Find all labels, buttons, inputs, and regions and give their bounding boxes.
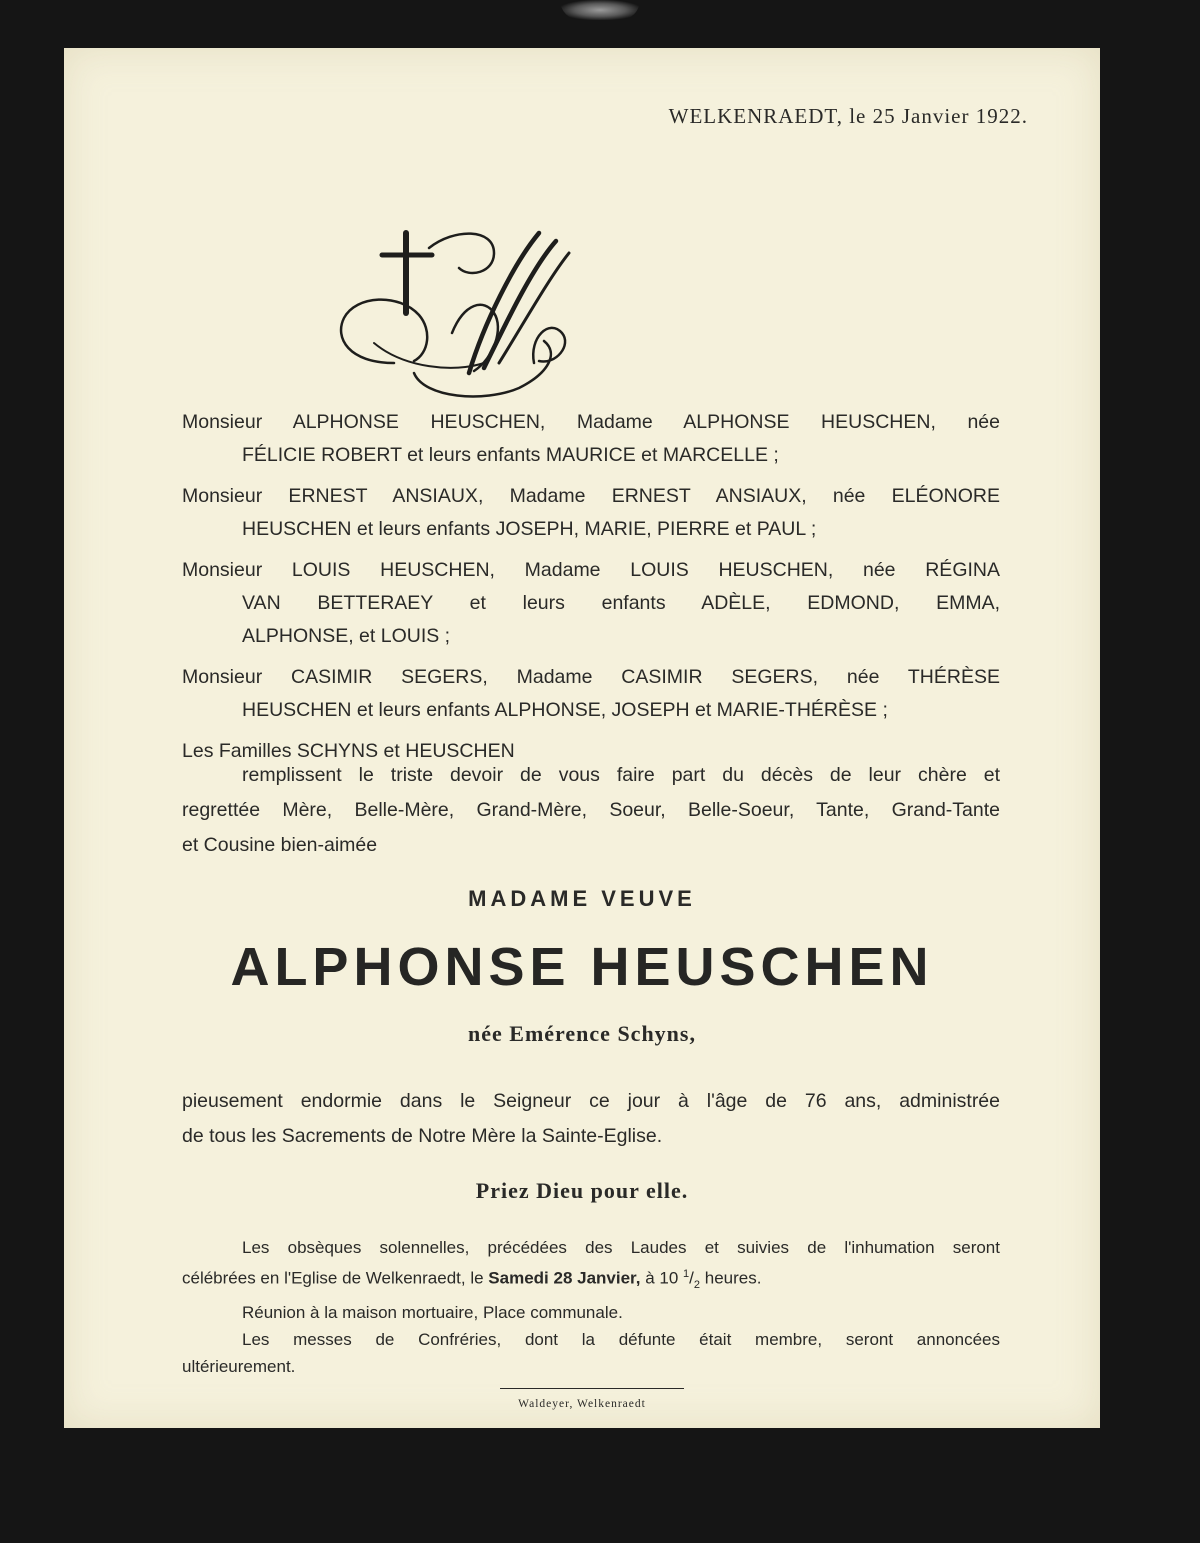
dateline: WELKENRAEDT, le 25 Janvier 1922. xyxy=(668,104,1028,128)
family-line: HEUSCHEN et leurs enfants JOSEPH, MARIE, PIERRE et PAUL ; xyxy=(242,518,817,540)
family-list xyxy=(182,406,1000,768)
prayer: Priez Dieu pour elle. xyxy=(475,1178,689,1203)
announcement-line: et Cousine bien-aimée xyxy=(182,834,378,856)
announcement-line: regrettée Mère, Belle-Mère, Grand-Mère, Soeur, Belle-Soeur, Tante, Grand-Tante xyxy=(182,799,1000,821)
hanging-ring xyxy=(560,0,640,20)
family-line: VAN BETTERAEY et leurs enfants ADÈLE, EDMOND, EMMA, xyxy=(242,592,1000,614)
fraction-denominator: 2 xyxy=(693,1279,700,1292)
death-notice-line: de tous les Sacrements de Notre Mère la Sainte-Eglise. xyxy=(182,1125,663,1147)
family-entry xyxy=(182,480,1000,546)
family-line: Monsieur LOUIS HEUSCHEN, Madame LOUIS HEUSCHEN, née RÉGINA xyxy=(182,559,1000,581)
deceased-name: ALPHONSE HEUSCHEN xyxy=(230,937,934,997)
family-line: Monsieur CASIMIR SEGERS, Madame CASIMIR SEGERS, née THÉRÈSE xyxy=(182,666,1000,688)
funeral-time: à 10 xyxy=(645,1268,679,1288)
divider xyxy=(500,1388,684,1389)
announcement-line: remplissent le triste devoir de vous faire part du décès de leur chère et xyxy=(242,764,1000,786)
funeral-text: célébrées en l'Eglise de Welkenraedt, le xyxy=(182,1268,484,1288)
funeral-details xyxy=(182,1234,1000,1380)
maiden-name: née Emérence Schyns, xyxy=(468,1021,696,1046)
family-entry: Les Familles SCHYNS et HEUSCHEN xyxy=(182,740,515,762)
family-line: Monsieur ERNEST ANSIAUX, Madame ERNEST ANSIAUX, née ELÉONORE xyxy=(182,485,1000,507)
family-line: FÉLICIE ROBERT et leurs enfants MAURICE et MARCELLE ; xyxy=(242,444,779,466)
printer-credit: Waldeyer, Welkenraedt xyxy=(518,1398,646,1410)
reunion-line: Réunion à la maison mortuaire, Place communale. xyxy=(242,1303,623,1323)
funeral-line: Les obsèques solennelles, précédées des Laudes et suivies de l'inhumation seront xyxy=(242,1238,1000,1257)
family-line: ALPHONSE, et LOUIS ; xyxy=(242,625,451,647)
funeral-line: célébrées en l'Eglise de Welkenraedt, le Samedi 28 Janvier, à 10 $^1/_2$ heures. xyxy=(182,1268,762,1292)
masses-line: Les messes de Confréries, dont la défunte était membre, seront annoncées xyxy=(242,1330,1000,1350)
funeral-text: heures. xyxy=(704,1268,762,1288)
cross-monogram-icon xyxy=(334,223,594,418)
death-notice-line: pieusement endormie dans le Seigneur ce jour à l'âge de 76 ans, administrée xyxy=(182,1090,1000,1112)
family-entry xyxy=(182,554,1000,653)
family-line: HEUSCHEN et leurs enfants ALPHONSE, JOSEPH et MARIE-THÉRÈSE ; xyxy=(242,699,888,721)
announcement xyxy=(182,758,1000,863)
deceased-prefix: MADAME VEUVE xyxy=(468,886,696,911)
masses-line: ultérieurement. xyxy=(182,1357,296,1377)
family-entry xyxy=(182,661,1000,727)
obituary-card xyxy=(64,48,1100,1428)
funeral-date: Samedi 28 Janvier, xyxy=(488,1268,641,1288)
family-line: Monsieur ALPHONSE HEUSCHEN, Madame ALPHONSE HEUSCHEN, née xyxy=(182,411,1000,433)
death-notice xyxy=(182,1084,1000,1154)
family-entry xyxy=(182,406,1000,472)
fraction-numerator: 1 xyxy=(683,1268,690,1280)
